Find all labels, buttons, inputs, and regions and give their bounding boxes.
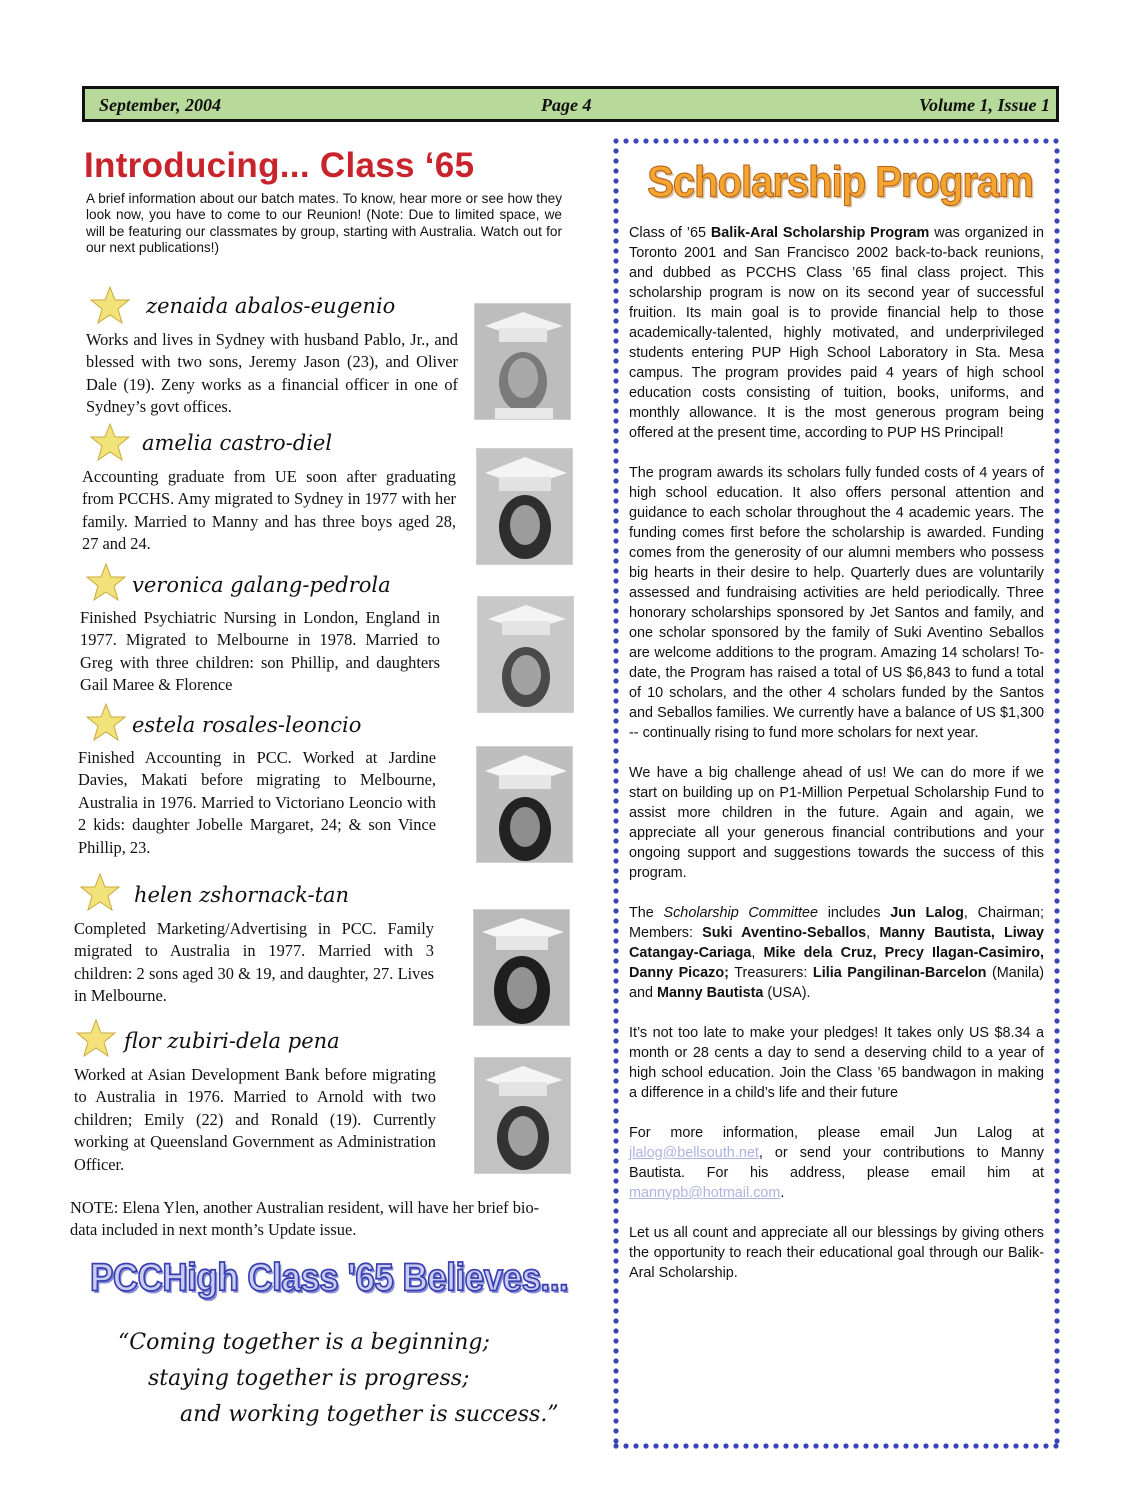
intro-text: A brief information about our batch mates. To know, hear more or see how they look now, you have to come to our Reunion! (Note: Due to limited space, we will be featuring our classmates by group, starting with Australia. Watch out for our next publications!) [86,191,562,256]
volume-issue: Volume 1, Issue 1 [918,95,1050,115]
article-paragraph: Class of ’65 Balik-Aral Scholarship Program was organized in Toronto 2001 and San Francisco 2002 back-to-back reunions, and dubbed as PCCHS Class ’65 final class project. This scholarship program is now on its second year of successful fruition. Its main goal is to provide financial help to those academically-talented, highly motivated, and underprivileged students entering PUP High School Laboratory in Sta. Mesa campus. The program provides paid 4 years of high school education costs consisting of tuition, books, uniforms, and monthly allowance. It is the most generous program being offered at the present time, according to PUP HS Principal! [629,225,1044,441]
mate-bio: Completed Marketing/Advertising in PCC. Family migrated to Australia in 1977. Married with 3 children: 2 sons aged 30 & 19, and daughter, 27. Lives in Melbourne. [74,919,434,1006]
mate-bio: Works and lives in Sydney with husband Pablo, Jr., and blessed with two sons, Jeremy Jason (23), and Oliver Dale (19). Zeny works as a financial officer in one of Sydney’s govt offices. [86,330,458,417]
note-text: NOTE: Elena Ylen, another Australian resident, will have her brief bio-data included in next month’s Update issue. [70,1198,540,1239]
issue-date: September, 2004 [99,95,221,115]
committee-paragraph: The Scholarship Committee includes Jun Lalog, Chairman; Members: Suki Aventino-Seballos, Manny Bautista, Liway Catangay-Cariaga, Mike dela Cruz, Precy Ilagan-Casimiro, Danny Picazo; Treasurers: Lilia Pangilinan-Barcelon (Manila) and Manny Bautista (USA). [629,905,1045,1001]
scholarship-article [629,223,1044,1303]
mate-name: zenaida abalos-eugenio [146,294,396,318]
mate-name: flor zubiri-dela pena [124,1029,340,1053]
mate-name: veronica galang-pedrola [132,573,391,597]
email-link-jun[interactable]: jlalog@bellsouth.net [629,1145,759,1161]
mate-name: helen zshornack-tan [134,883,350,907]
mate-bio: Finished Psychiatric Nursing in London, England in 1977. Migrated to Melbourne in 1978. Married to Greg with three children: son Phillip, and daughters Gail Maree & Florence [80,608,440,695]
email-link-manny[interactable]: mannypb@hotmail.com [629,1185,781,1201]
scholarship-title: Scholarship Program [647,157,1033,207]
mate-name: estela rosales-leoncio [132,713,362,737]
quote-line: “Coming together is a beginning; [118,1330,490,1355]
mate-bio: Accounting graduate from UE soon after graduating from PCCHS. Amy migrated to Sydney in 1977 with her family. Married to Manny and has three boys aged 28, 27 and 24. [82,467,456,554]
article-paragraph: Let us all count and appreciate all our blessings by giving others the opportunity to reach their educational goal through our Balik-Aral Scholarship. [629,1225,1044,1281]
article-paragraph: It’s not too late to make your pledges! It takes only US $8.34 a month or 28 cents a day to send a deserving child to a year of high school education. Join the Class ’65 bandwagon in making a difference in a child’s life and their future [629,1025,1044,1101]
page-title: Introducing... Class ‘65 [84,146,475,185]
contact-paragraph: For more information, please email Jun Lalog at jlalog@bellsouth.net, or send your contributions to Manny Bautista. For his address, please email him at mannypb@hotmail.com. [629,1125,1044,1201]
believes-heading: PCCHigh Class '65 Believes... [90,1256,569,1300]
article-paragraph: The program awards its scholars fully funded costs of 4 years of high school education. It also offers personal attention and guidance to each scholar throughout the 4 academic years. The funding comes first before the scholarship is awarded. Funding comes from the generosity of our alumni members who possess big hearts in their desire to help. Quarterly dues are voluntarily assessed and fundraising activities are held periodically. Three honorary scholarships sponsored by Jet Santos and family, and one scholar sponsored by the family of Suki Aventino Seballos are welcome additions to the program. Amazing 14 scholars! To-date, the Program has raised a total of US $6,843 to fund a total of 10 scholars, and the other 4 scholars funded by the Santos and Seballos families. We currently have a balance of US $1,300 -- continually rising to fund more scholars for next year. [629,465,1044,741]
quote-line: and working together is success.” [180,1402,559,1427]
page-number: Page 4 [541,95,592,115]
quote-line: staying together is progress; [148,1366,470,1391]
mate-name: amelia castro-diel [142,431,333,455]
mate-bio: Finished Accounting in PCC. Worked at Jardine Davies, Makati before migrating to Melbourne, Australia in 1976. Married to Victoriano Leoncio with 2 kids: daughter Jobelle Margaret, 24; & son Vince Phillip, 23. [78,748,436,857]
article-paragraph: We have a big challenge ahead of us! We can do more if we start on building up on P1-Million Perpetual Scholarship Fund to assist more children in the future. Again and again, we appreciate all your generous financial contributions and your ongoing support and suggestions towards the success of this program. [629,765,1044,881]
mate-bio: Worked at Asian Development Bank before migrating to Australia in 1976. Married to Arnold with two children; Emily (22) and Ronald (19). Currently working at Queensland Government as Administration Officer. [74,1065,436,1174]
